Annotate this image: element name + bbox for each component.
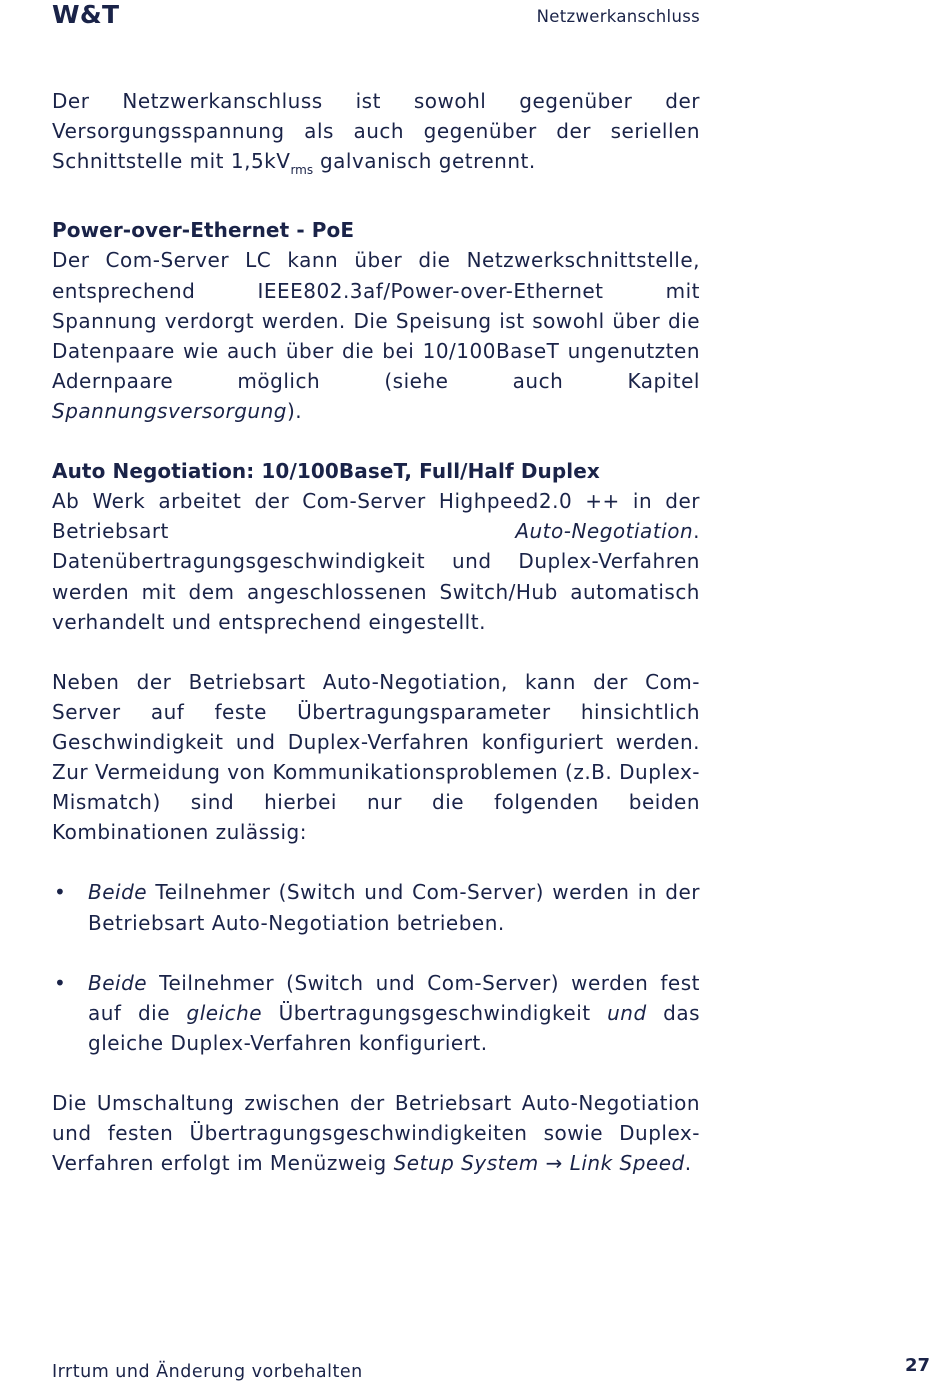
spacer: [52, 1058, 700, 1088]
bullet-item-2: [52, 968, 700, 1058]
spacer: [52, 185, 700, 215]
autoneg-heading: Auto Negotiation: 10/100BaseT, Full/Half Duplex: [52, 459, 600, 484]
intro-paragraph: [52, 86, 700, 185]
bullet-2-italic-2: gleiche: [186, 1000, 263, 1025]
bullet-2-text-b: Übertragungsgeschwindigkeit: [262, 1000, 608, 1025]
poe-text-end: ).: [286, 398, 303, 423]
closing-text: Die Umschaltung zwischen der Betriebsart Auto-Negotiation und festen Übertragungsgeschwindigkeiten sowie Duplex-Verfahren erfolgt im Menüzweig: [52, 1091, 700, 1176]
page-content: [52, 86, 700, 1178]
poe-chapter-reference: Spannungsversorgung: [52, 398, 287, 423]
spacer: [52, 847, 700, 877]
fixed-paragraph: Neben der Betriebsart Auto-Negotiation, kann der Com-Server auf feste Übertragungsparameter hinsichtlich Geschwindigkeit und Duplex-Verfahren konfiguriert werden. Zur Vermeidung von Kommunikationsproblemen (z.B. Duplex-Mismatch) sind hierbei nur die folgenden beiden Kombinationen zulässig:: [52, 669, 700, 845]
bullet-2-italic: Beide: [88, 970, 148, 995]
spacer: [52, 938, 700, 968]
rms-subscript: rms: [290, 163, 314, 178]
autoneg-paragraph: [52, 486, 700, 636]
poe-paragraph: [52, 245, 700, 426]
page-number: 27: [904, 1355, 930, 1376]
bullet-2-italic-3: und: [607, 1000, 647, 1025]
autoneg-italic: Auto-Negotiation: [515, 519, 694, 544]
closing-end: .: [684, 1151, 692, 1176]
intro-text-end: galvanisch getrennt.: [313, 149, 536, 174]
brand-logo: W&T: [52, 0, 120, 29]
bullet-2-text-a: Teilnehmer (Switch und Com-Server) werden fest auf die: [88, 970, 700, 1025]
closing-paragraph: [52, 1088, 700, 1178]
bullet-1-text: Teilnehmer (Switch und Com-Server) werden in der Betriebsart Auto-Negotiation betrieben.: [88, 880, 700, 935]
bullet-mark: •: [54, 970, 67, 995]
bullet-item-1: [52, 877, 700, 937]
poe-heading: Power-over-Ethernet - PoE: [52, 218, 355, 243]
autoneg-text-a: Ab Werk arbeitet der Com-Server Highpeed2.0 ++ in der Betriebsart: [52, 489, 700, 544]
poe-text: Der Com-Server LC kann über die Netzwerkschnittstelle, entsprechend IEEE802.3af/Power-over-Ethernet mit Spannung verdorgt werden. Die Speisung ist sowohl über die Datenpaare wie auch über die bei 10/100BaseT ungenutzten Adernpaare möglich (siehe auch Kapitel: [52, 248, 700, 393]
bullet-1-italic: Beide: [88, 880, 148, 905]
bullet-2-text-c: das gleiche Duplex-Verfahren konfiguriert.: [88, 1000, 701, 1055]
spacer: [52, 426, 700, 456]
spacer: [52, 637, 700, 667]
autoneg-text-b: . Datenübertragungsgeschwindigkeit und Duplex-Verfahren werden mit dem angeschlossenen Switch/Hub automatisch verhandelt und entsprechend eingestellt.: [52, 519, 700, 634]
section-title: Netzwerkanschluss: [536, 7, 700, 26]
menu-path: Setup System → Link Speed: [393, 1151, 685, 1176]
bullet-mark: •: [54, 880, 67, 905]
footer-disclaimer: Irrtum und Änderung vorbehalten: [52, 1362, 363, 1382]
intro-text: Der Netzwerkanschluss ist sowohl gegenüber der Versorgungsspannung als auch gegenüber der seriellen Schnittstelle mit 1,5kV: [52, 89, 700, 174]
